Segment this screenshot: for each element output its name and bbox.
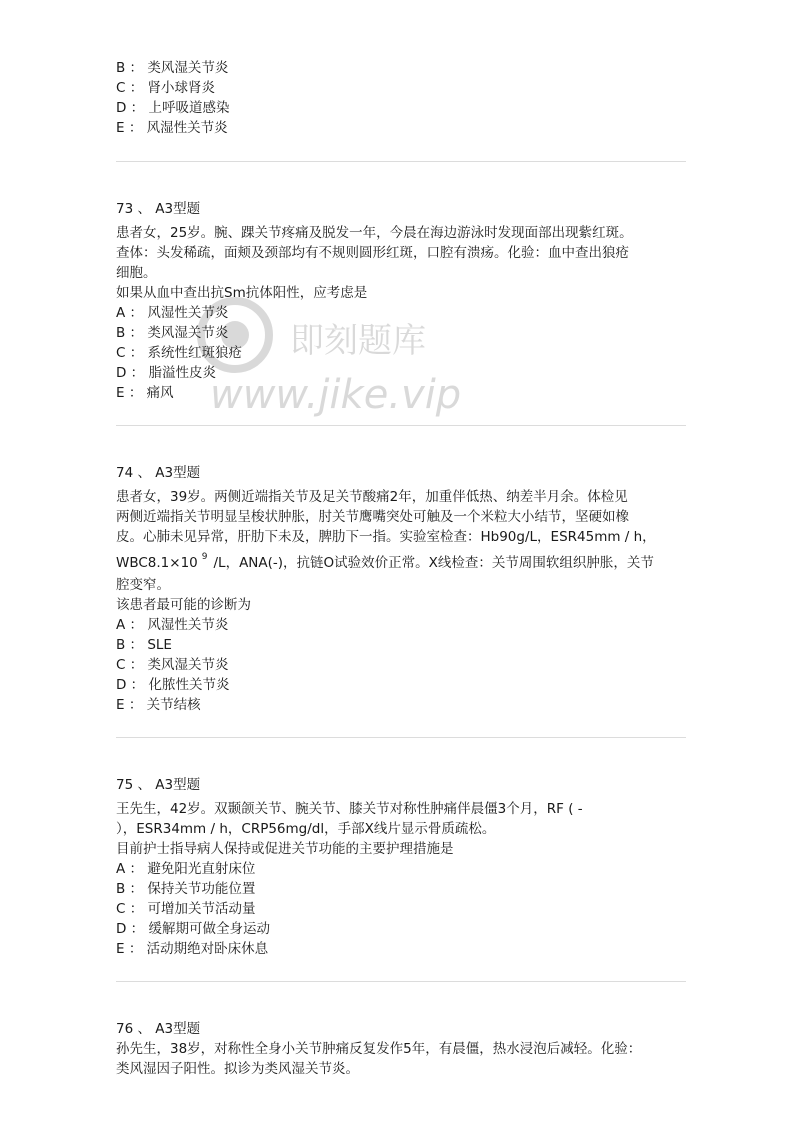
option-b: B ： 类风湿关节炎 xyxy=(116,325,229,341)
question-76 xyxy=(116,1019,686,1079)
option-c: C ： 可增加关节活动量 xyxy=(116,901,256,917)
question-stem-line: 患者女，39岁。两侧近端指关节及足关节酸痛2年，加重伴低热、纳差半月余。体检见 xyxy=(116,489,628,505)
question-74 xyxy=(116,463,686,715)
question-stem-line: 皮。心肺未见异常，肝肋下未及，脾肋下一指。实验室检查：Hb90g/L，ESR45mm / h， xyxy=(116,529,656,545)
question-prompt: 如果从血中查出抗Sm抗体阳性，应考虑是 xyxy=(116,285,368,301)
question-stem-line: 腔变窄。 xyxy=(116,577,170,593)
question-prompt: 该患者最可能的诊断为 xyxy=(116,597,251,613)
option-b: B ： 保持关节功能位置 xyxy=(116,881,256,897)
watermark-brand: 即刻题库 xyxy=(290,321,426,361)
question-stem-line: 细胞。 xyxy=(116,265,157,281)
stem-text: /L，ANA(-)，抗链O试验效价正常。X线检查：关节周围软组织肿胀，关节 xyxy=(213,555,654,571)
question-header: 73 、 A3型题 xyxy=(116,201,201,217)
option-a: A ： 风湿性关节炎 xyxy=(116,617,229,633)
question-stem-line: 王先生，42岁。双颞颌关节、腕关节、膝关节对称性肿痛伴晨僵3个月，RF ( - xyxy=(116,801,583,817)
option-c: C ： 肾小球肾炎 xyxy=(116,80,216,96)
option-a: A ： 风湿性关节炎 xyxy=(116,305,229,321)
option-e: E ： 痛风 xyxy=(116,385,174,401)
option-c: C ： 系统性红斑狼疮 xyxy=(116,345,243,361)
option-e: E ： 风湿性关节炎 xyxy=(116,120,228,136)
prev-question-options xyxy=(116,58,686,138)
wbc-value: WBC8.1×10 xyxy=(116,555,198,571)
option-a: A ： 避免阳光直射床位 xyxy=(116,861,256,877)
option-b: B ： 类风湿关节炎 xyxy=(116,60,229,76)
question-73 xyxy=(116,199,686,403)
exponent: 9 xyxy=(201,552,208,562)
question-stem-line: 类风湿因子阳性。拟诊为类风湿关节炎。 xyxy=(116,1061,359,1077)
watermark-url: www.jike.vip xyxy=(210,372,462,418)
document-page xyxy=(116,58,686,1079)
option-c: C ： 类风湿关节炎 xyxy=(116,657,229,673)
question-header: 76 、 A3型题 xyxy=(116,1021,201,1037)
option-e: E ： 活动期绝对卧床休息 xyxy=(116,941,269,957)
option-b: B ： SLE xyxy=(116,637,172,653)
option-e: E ： 关节结核 xyxy=(116,697,201,713)
option-d: D ： 上呼吸道感染 xyxy=(116,100,230,116)
question-stem-line: ），ESR34mm / h，CRP56mg/dl，手部X线片显示骨质疏松。 xyxy=(116,821,496,837)
question-header: 74 、 A3型题 xyxy=(116,465,201,481)
option-d: D ： 缓解期可做全身运动 xyxy=(116,921,270,937)
question-stem-line: 查体：头发稀疏，面颊及颈部均有不规则圆形红斑，口腔有溃疡。化验：血中查出狼疮 xyxy=(116,245,629,261)
question-stem-line: 患者女，25岁。腕、踝关节疼痛及脱发一年，今晨在海边游泳时发现面部出现紫红斑。 xyxy=(116,225,633,241)
question-prompt: 目前护士指导病人保持或促进关节功能的主要护理措施是 xyxy=(116,841,454,857)
option-d: D ： 脂溢性皮炎 xyxy=(116,365,216,381)
question-header: 75 、 A3型题 xyxy=(116,777,201,793)
question-stem-line: 两侧近端指关节明显呈梭状肿胀，肘关节鹰嘴突处可触及一个米粒大小结节，坚硬如橡 xyxy=(116,509,629,525)
option-d: D ： 化脓性关节炎 xyxy=(116,677,230,693)
question-75 xyxy=(116,775,686,959)
question-stem-line xyxy=(116,553,686,575)
question-stem-line: 孙先生，38岁，对称性全身小关节肿痛反复发作5年，有晨僵，热水浸泡后减轻。化验： xyxy=(116,1041,642,1057)
